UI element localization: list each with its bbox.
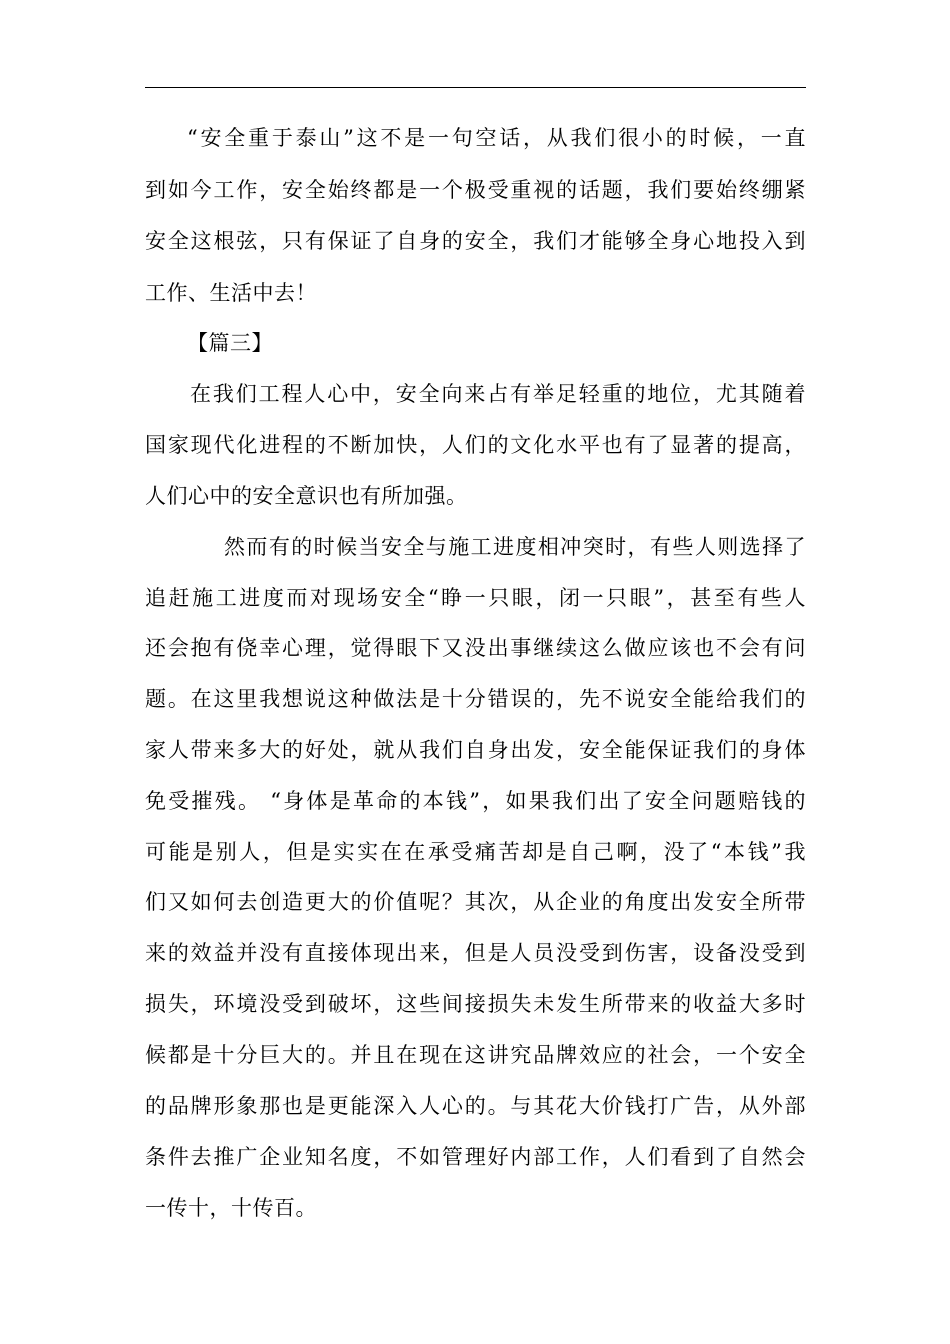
paragraph-line: 在我们工程人心中，安全向来占有举足轻重的地位，尤其随着 xyxy=(190,382,806,406)
paragraph-line: 题。在这里我想说这种做法是十分错误的，先不说安全能给我们的 xyxy=(145,687,806,711)
paragraph-line: 们又如何去创造更大的价值呢？其次，从企业的角度出发安全所带 xyxy=(145,890,806,914)
header-rule xyxy=(145,87,806,88)
paragraph-line: 然而有的时候当安全与施工进度相冲突时，有些人则选择了 xyxy=(224,535,806,559)
paragraph-line: “安全重于泰山”这不是一句空话，从我们很小的时候，一直 xyxy=(187,126,806,150)
paragraph-line: 免受摧残。 “身体是革命的本钱”，如果我们出了安全问题赔钱的 xyxy=(145,789,806,813)
paragraph-line: 还会抱有侥幸心理，觉得眼下又没出事继续这么做应该也不会有问 xyxy=(145,636,806,660)
paragraph-line: 工作、生活中去！ xyxy=(145,281,317,305)
paragraph-line: 安全这根弦，只有保证了自身的安全，我们才能够全身心地投入到 xyxy=(145,229,806,253)
paragraph-line: 来的效益并没有直接体现出来，但是人员没受到伤害，设备没受到 xyxy=(145,941,806,965)
paragraph-line: 条件去推广企业知名度，不如管理好内部工作，人们看到了自然会 xyxy=(145,1145,806,1169)
paragraph-line: 候都是十分巨大的。并且在现在这讲究品牌效应的社会，一个安全 xyxy=(145,1043,806,1067)
paragraph-line: 追赶施工进度而对现场安全“睁一只眼，闭一只眼”，甚至有些人 xyxy=(145,586,806,610)
paragraph-line: 的品牌形象那也是更能深入人心的。与其花大价钱打广告，从外部 xyxy=(145,1094,806,1118)
paragraph-line: 一传十，十传百。 xyxy=(145,1196,317,1220)
paragraph-line: 国家现代化进程的不断加快，人们的文化水平也有了显著的提高， xyxy=(145,433,806,457)
paragraph-line: 家人带来多大的好处，就从我们自身出发，安全能保证我们的身体 xyxy=(145,738,806,762)
paragraph-line: 损失，环境没受到破坏，这些间接损失未发生所带来的收益大多时 xyxy=(145,992,806,1016)
section-heading: 【篇三】 xyxy=(187,331,273,355)
paragraph-line: 人们心中的安全意识也有所加强。 xyxy=(145,484,468,508)
paragraph-line: 到如今工作，安全始终都是一个极受重视的话题，我们要始终绷紧 xyxy=(145,178,806,202)
paragraph-line: 可能是别人，但是实实在在承受痛苦却是自己啊，没了“本钱”我 xyxy=(145,840,806,864)
